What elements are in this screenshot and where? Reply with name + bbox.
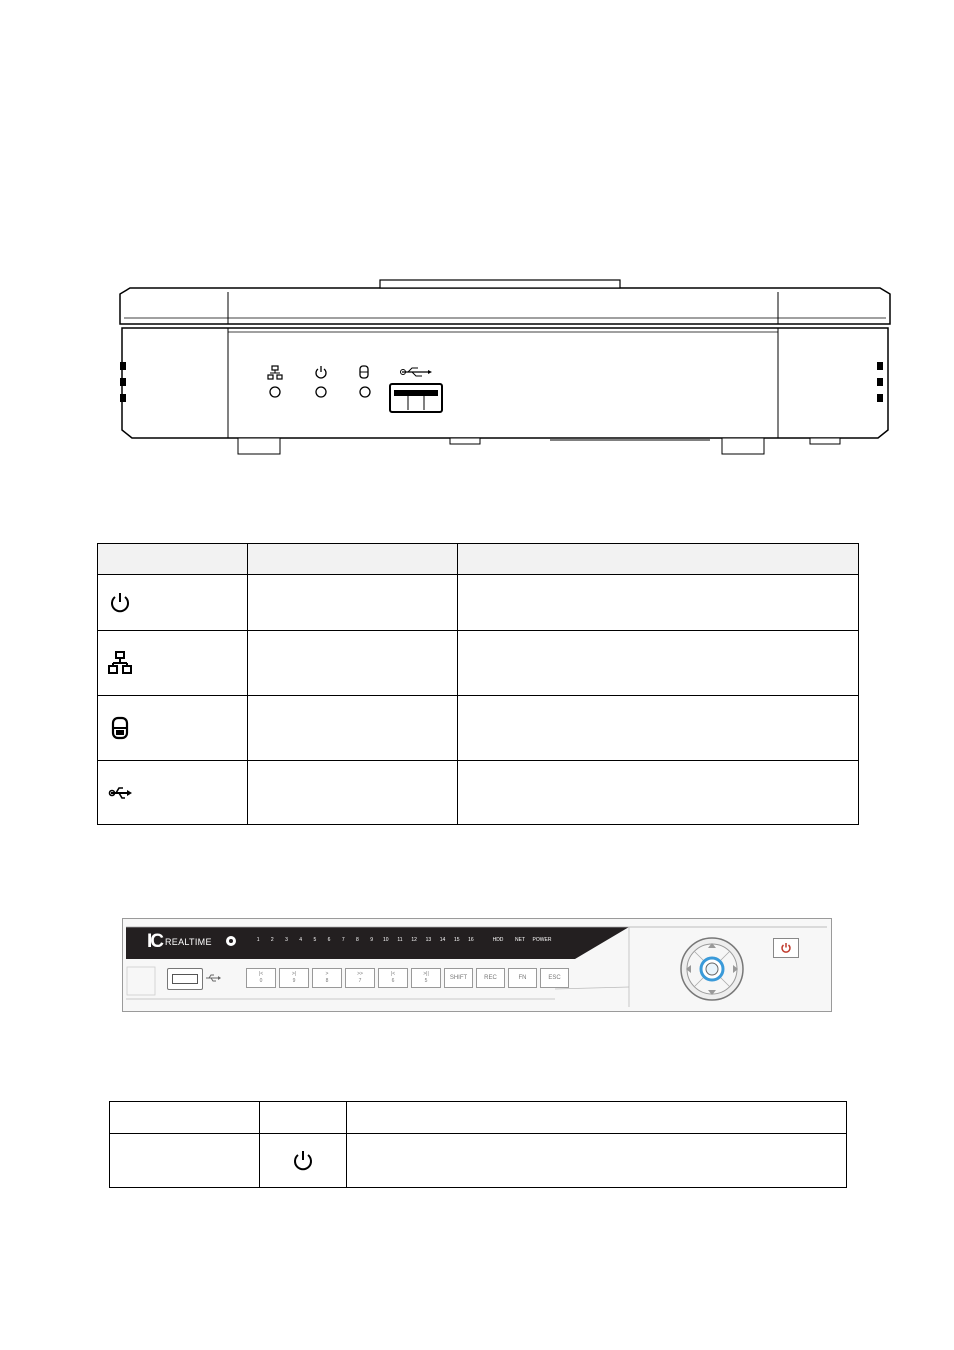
- rec-button[interactable]: REC: [476, 968, 505, 988]
- brand-name: REALTIME: [165, 937, 212, 947]
- status-led-row: [487, 937, 553, 943]
- channel-led: 8: [356, 937, 359, 943]
- button-glyph: >|: [291, 971, 297, 977]
- table-row: [98, 631, 859, 696]
- nvr-front-panel-large: [122, 918, 832, 1012]
- esc-button[interactable]: ESC: [540, 968, 569, 988]
- power-button[interactable]: [773, 938, 799, 958]
- usb-port[interactable]: [167, 968, 203, 990]
- usb-port[interactable]: [390, 384, 442, 412]
- playback-button-row: [246, 968, 569, 988]
- table-header-row: [110, 1102, 847, 1134]
- led-hdd: [360, 387, 370, 397]
- power-icon: [291, 1149, 315, 1173]
- channel-led: 3: [285, 937, 288, 943]
- shift-button[interactable]: SHIFT: [444, 968, 473, 988]
- button-table-large: [109, 1101, 847, 1188]
- usb-icon: [205, 974, 221, 982]
- channel-led: 11: [397, 937, 403, 943]
- channel-led-row: [251, 937, 478, 943]
- button-number: 8: [325, 978, 329, 984]
- indicator-table-small: [97, 543, 859, 825]
- channel-led: 2: [270, 937, 274, 943]
- slow-play-button[interactable]: [378, 968, 408, 988]
- button-glyph: >||: [423, 971, 429, 977]
- table-header-row: [98, 544, 859, 575]
- channel-led: 9: [370, 937, 373, 943]
- button-glyph: |<: [390, 971, 396, 977]
- ir-receiver: [226, 936, 236, 946]
- status-led-net: NET: [515, 937, 525, 943]
- power-icon: [780, 942, 792, 954]
- button-glyph: >>: [357, 971, 363, 977]
- prev-button[interactable]: [246, 968, 276, 988]
- channel-led: 10: [383, 937, 389, 943]
- status-led-power: POWER: [532, 937, 552, 943]
- power-icon: [108, 591, 132, 615]
- channel-led: 15: [453, 937, 460, 943]
- button-number: 7: [358, 978, 362, 984]
- play-button[interactable]: [312, 968, 342, 988]
- brand-prefix: IC: [147, 931, 162, 952]
- button-number: 0: [259, 978, 263, 984]
- table-row: [98, 575, 859, 631]
- network-icon: [108, 651, 132, 675]
- channel-led: 14: [439, 937, 446, 943]
- button-number: 9: [292, 978, 296, 984]
- hdd-icon: [108, 716, 132, 740]
- usb-icon: [108, 781, 132, 805]
- channel-led: 6: [327, 937, 331, 943]
- jog-shuttle-dial[interactable]: [678, 935, 746, 1003]
- next-button[interactable]: [279, 968, 309, 988]
- channel-led: 16: [468, 937, 474, 943]
- channel-led: 13: [425, 937, 432, 943]
- fn-button[interactable]: FN: [508, 968, 537, 988]
- button-glyph: >: [325, 971, 329, 977]
- status-led-hdd: HDD: [492, 937, 504, 943]
- button-number: 6: [391, 978, 395, 984]
- channel-led: 1: [256, 937, 260, 943]
- channel-led: 4: [299, 937, 303, 943]
- nvr-front-panel-small: [110, 278, 900, 458]
- fast-forward-button[interactable]: [345, 968, 375, 988]
- channel-led: 5: [313, 937, 317, 943]
- play-pause-button[interactable]: [411, 968, 441, 988]
- channel-led: 7: [341, 937, 345, 943]
- channel-led: 12: [411, 937, 417, 943]
- table-row: [110, 1134, 847, 1188]
- led-power: [316, 387, 326, 397]
- brand-logo: [147, 931, 212, 953]
- table-row: [98, 696, 859, 761]
- button-number: 5: [424, 978, 428, 984]
- table-row: [98, 761, 859, 825]
- button-glyph: |<: [258, 971, 264, 977]
- led-network: [270, 387, 280, 397]
